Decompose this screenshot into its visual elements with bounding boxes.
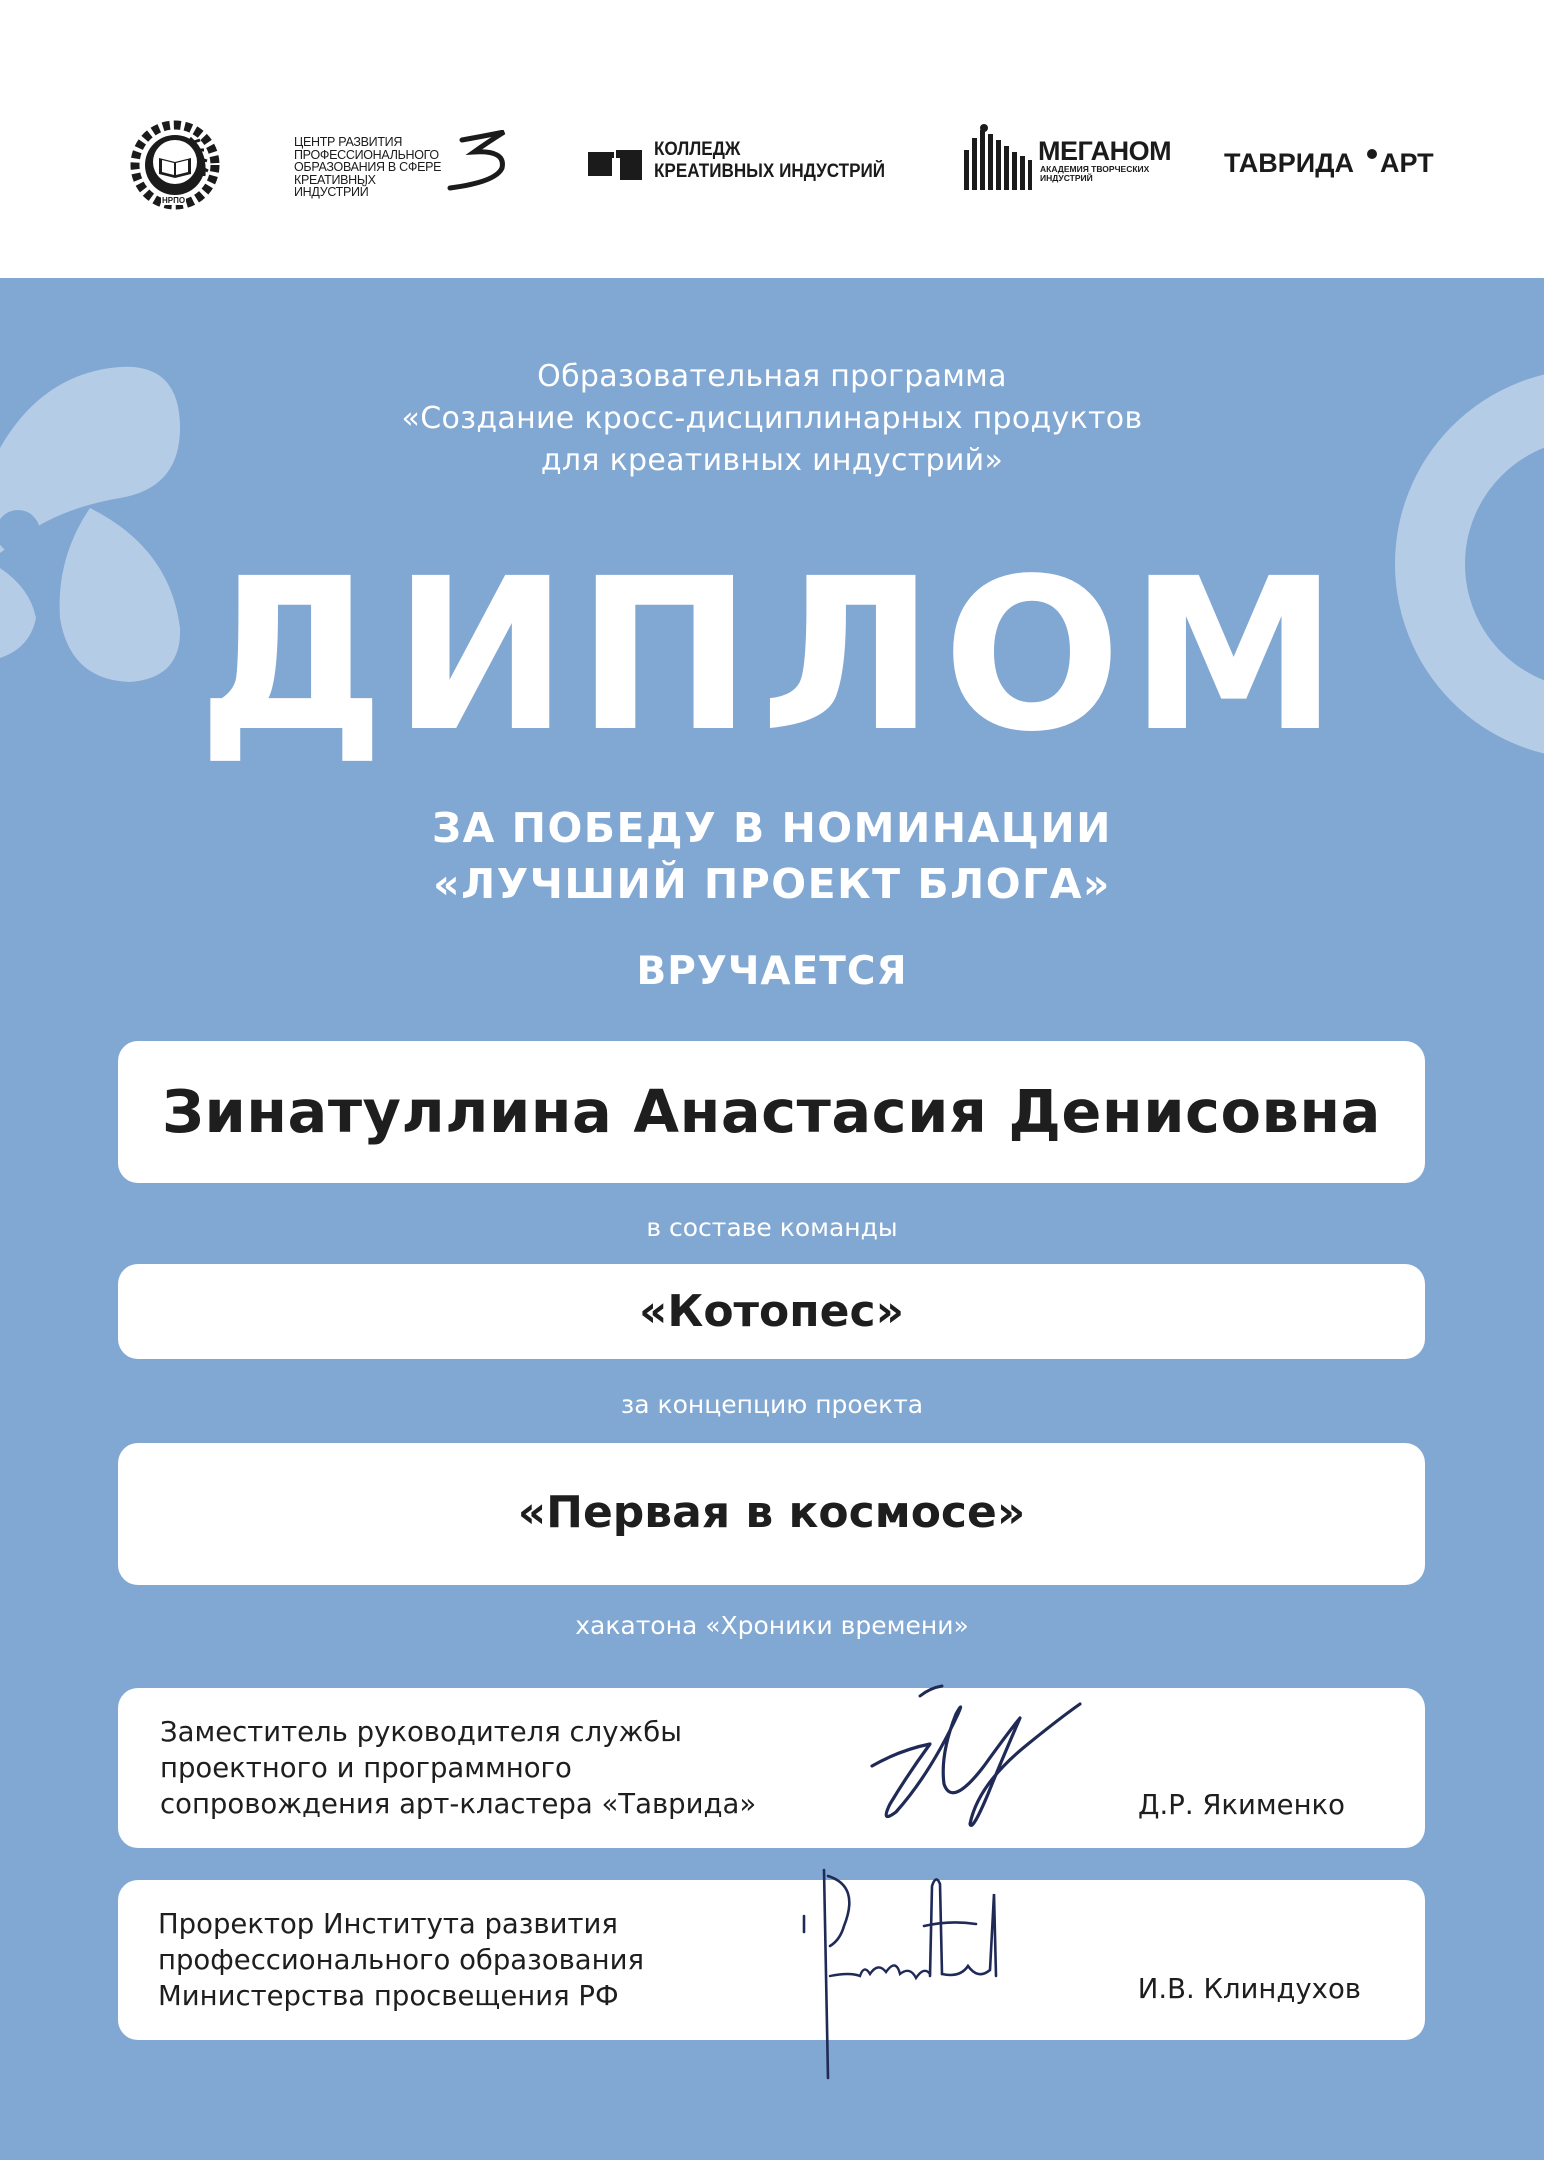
center-creative-education-logo — [294, 130, 514, 202]
program-line-1: Образовательная программа — [537, 359, 1007, 394]
meganom-logo-title: МЕГАНОМ — [1038, 136, 1172, 166]
college-logo — [588, 138, 894, 188]
signatory-box-1 — [118, 1688, 1425, 1848]
nrpo-logo-text: НРПО — [162, 196, 186, 205]
hackathon-label: хакатона «Хроники времени» — [575, 1611, 969, 1640]
swirl-icon — [444, 130, 514, 194]
signatory-1-name: Д.Р. Якименко — [1138, 1789, 1345, 1821]
tavrida-logo-dot — [1367, 149, 1377, 159]
signatory-box-2 — [118, 1880, 1425, 2040]
tavrida-logo-part2: АРТ — [1380, 148, 1434, 178]
signature-1-icon — [860, 1674, 1090, 1834]
signatory-1-position — [160, 1714, 920, 1822]
awarded-label: ВРУЧАЕТСЯ — [636, 949, 908, 994]
meganom-mark-icon — [964, 124, 1032, 192]
nomination — [0, 800, 1544, 912]
college-logo-line1: КОЛЛЕДЖ — [654, 139, 741, 160]
program-line-3: для креативных индустрий» — [540, 443, 1004, 478]
team-box — [118, 1264, 1425, 1359]
project-box — [118, 1443, 1425, 1585]
nrpo-logo — [128, 118, 222, 212]
signatory-2-name: И.В. Клиндухов — [1137, 1973, 1361, 2005]
signatory-1-position-line-1: Заместитель руководителя службы — [160, 1716, 682, 1748]
recipient-name: Зинатуллина Анастасия Денисовна — [162, 1077, 1381, 1146]
signature-2-icon — [800, 1866, 1030, 2086]
recipient-box — [118, 1041, 1425, 1183]
signatory-1-position-line-3: сопровождения арт-кластера «Таврида» — [160, 1788, 757, 1820]
meganom-logo-subtitle: АКАДЕМИЯ ТВОРЧЕСКИХ ИНДУСТРИЙ — [1040, 164, 1150, 183]
nomination-line-1: ЗА ПОБЕДУ В НОМИНАЦИИ — [432, 804, 1112, 852]
signatory-2-position-line-3: Министерства просвещения РФ — [158, 1980, 619, 2012]
college-logo-line2: КРЕАТИВНЫХ ИНДУСТРИЙ — [654, 161, 886, 182]
team-label: в составе команды — [646, 1213, 898, 1242]
tavrida-logo-part1: ТАВРИДА — [1224, 148, 1354, 178]
diploma-body — [0, 278, 1544, 2160]
college-mark-icon — [588, 150, 642, 180]
program-line-2: «Создание кросс-дисциплинарных продуктов — [401, 401, 1143, 436]
signatory-2-position-line-2: профессионального образования — [158, 1944, 645, 1976]
program-title — [0, 356, 1544, 482]
concept-label: за концепцию проекта — [620, 1390, 924, 1419]
tavrida-art-logo — [1224, 146, 1439, 180]
center-logo-text: ЦЕНТР РАЗВИТИЯ ПРОФЕССИОНАЛЬНОГО ОБРАЗОВАНИЯ В СФЕРЕ КРЕАТИВНЫХ ИНДУСТРИЙ — [294, 135, 442, 199]
project-name: «Первая в космосе» — [517, 1487, 1026, 1538]
signatory-1-position-line-2: проектного и программного — [160, 1752, 572, 1784]
logo-header — [0, 0, 1544, 278]
meganom-logo — [964, 124, 1172, 192]
team-name: «Котопес» — [638, 1286, 905, 1337]
nomination-line-2: «ЛУЧШИЙ ПРОЕКТ БЛОГА» — [433, 860, 1111, 908]
signatory-2-position-line-1: Проректор Института развития — [158, 1908, 618, 1940]
diploma-title: ДИПЛОМ — [197, 533, 1347, 778]
